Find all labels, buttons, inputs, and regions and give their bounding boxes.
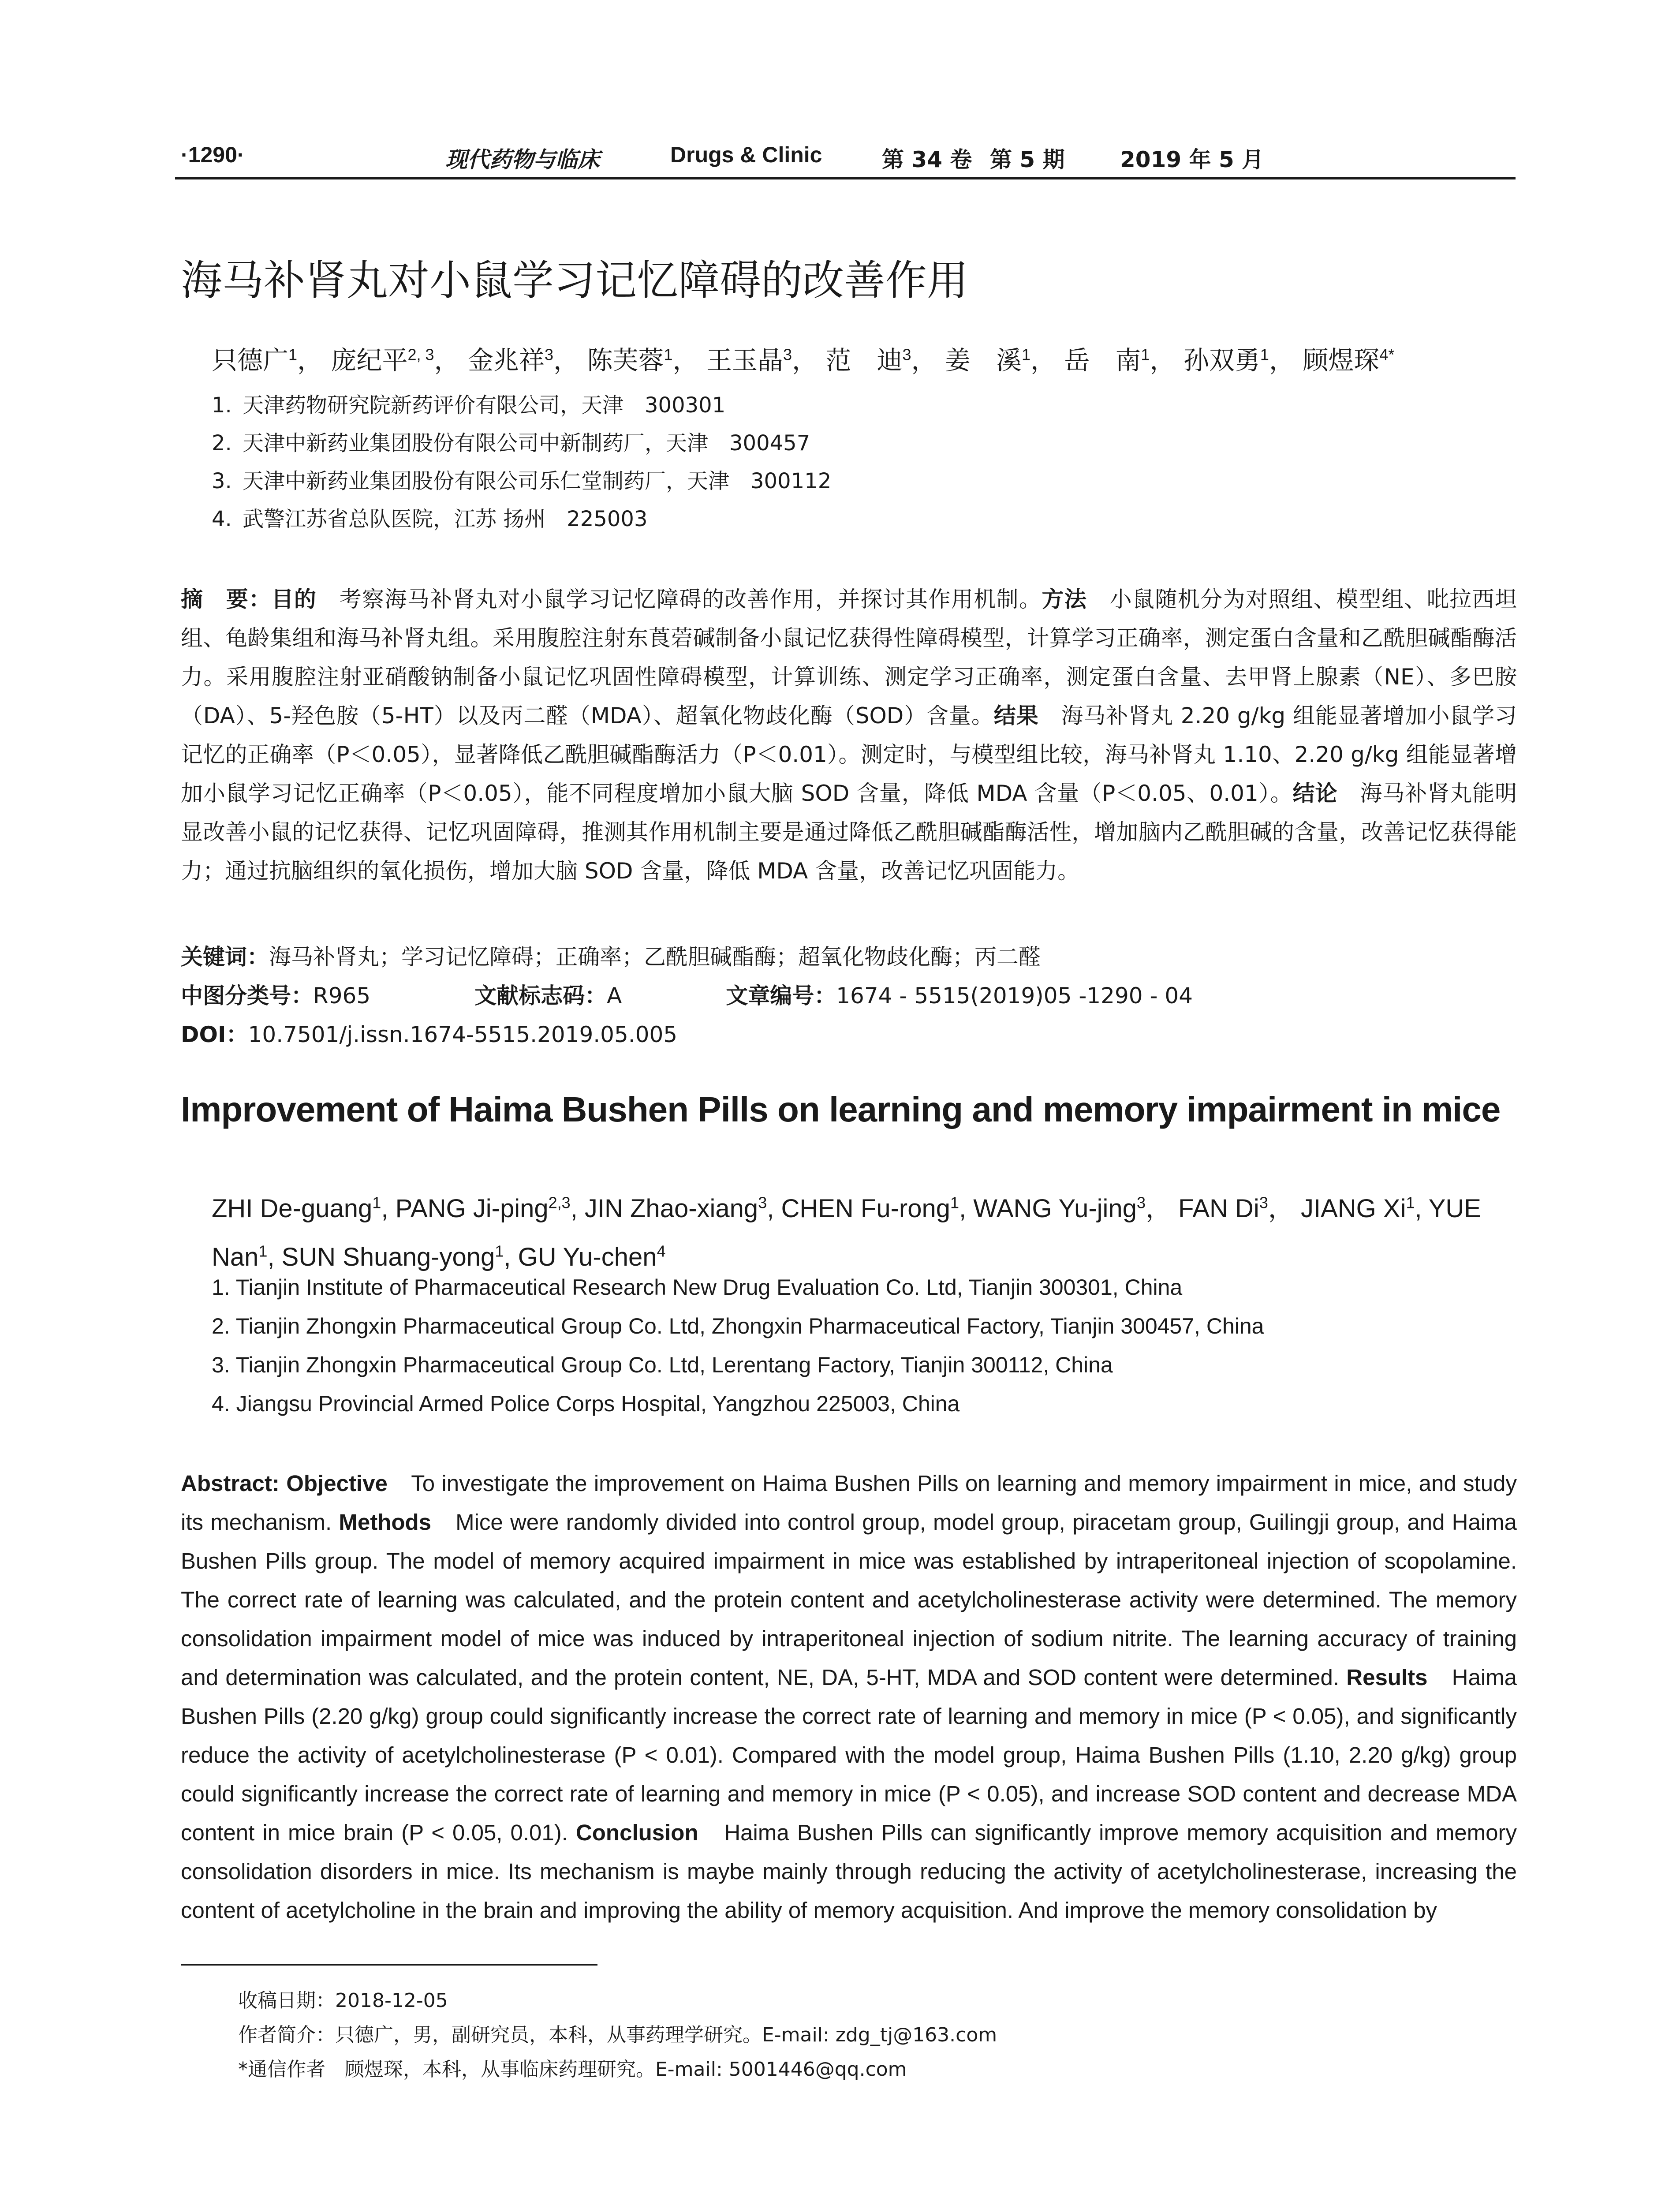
author: JIANG Xi$^1$, — [1300, 1194, 1429, 1223]
doi-line: DOI：10.7501/j.issn.1674-5515.2019.05.005 — [181, 1022, 678, 1047]
author: 孙双勇$^1$ — [1183, 345, 1269, 375]
author: PANG Ji-ping$^{2,3}$, — [395, 1194, 585, 1223]
author-list-cn: 只德广$^1$， 庞纪平$^{2, 3}$， 金兆祥$^3$， 陈芙蓉$^1$， 王玉晶$^3$， 范 迪$^3$， 姜 溪$^1$， 岳 南$^1$， 孙双勇$^1$， 顾煜琛$^{4*}$ — [212, 345, 1395, 375]
affiliation-cn: 2. 天津中新药业集团股份有限公司中新制药厂，天津 300457 — [212, 431, 810, 456]
abstract-cn: 摘 要：目的 考察海马补肾丸对小鼠学习记忆障碍的改善作用，并探讨其作用机制。方法 小鼠随机分为对照组、模型组、吡拉西坦组、龟龄集组和海马补肾丸组。采用腹腔注射东莨菪碱制备小鼠记忆获得性障碍模型，计算学习正确率，测定蛋白含量和乙酰胆碱酯酶活力。采用腹腔注射亚硝酸钠制备小鼠记忆巩固性障碍模型，计算训练、测定学习正确率，测定蛋白含量、去甲肾上腺素（NE）、多巴胺（DA）、5-羟色胺（5-HT）以及丙二醛（MDA）、超氧化物歧化酶（SOD）含量。结果 海马补肾丸 2.20 g/kg 组能显著增加小鼠学习记忆的正确率（P＜0.05），显著降低乙酰胆碱酯酶活力（P＜0.01）。测定时，与模型组比较，海马补肾丸 1.10、2.20 g/kg 组能显著增加小鼠学习记忆正确率（P＜0.05），能不同程度增加小鼠大脑 SOD 含量，降低 MDA 含量（P＜0.05、0.01）。结论 海马补肾丸能明显改善小鼠的记忆获得、记忆巩固障碍，推测其作用机制主要是通过降低乙酰胆碱酯酶活性，增加脑内乙酰胆碱的含量，改善记忆获得能力；通过抗脑组织的氧化损伤，增加大脑 SOD 含量，降低 MDA 含量，改善记忆巩固能力。 — [181, 587, 1517, 884]
author: 陈芙蓉$^1$ — [587, 345, 673, 375]
author: WANG Yu-jing$^3$， — [973, 1194, 1171, 1223]
journal-name-cn: 现代药物与临床 — [445, 146, 600, 172]
author: JIN Zhao-xiang$^3$, — [584, 1194, 781, 1223]
abstract-label: 摘 要： — [181, 587, 272, 612]
author: 庞纪平$^{2, 3}$ — [331, 345, 434, 375]
affiliation-en: 3. Tianjin Zhongxin Pharmaceutical Group Co. Ltd, Lerentang Factory, Tianjin 300112, China — [212, 1353, 1113, 1377]
article-title-en: Improvement of Haima Bushen Pills on learning and memory impairment in mice — [181, 1090, 1501, 1129]
author: SUN Shuang-yong$^1$, — [281, 1242, 518, 1271]
author: FAN Di$^3$， — [1178, 1194, 1294, 1223]
footnote-rule — [181, 1964, 597, 1966]
author: 范 迪$^3$ — [825, 345, 911, 375]
affiliation-cn: 4. 武警江苏省总队医院，江苏 扬州 225003 — [212, 507, 648, 531]
abstract-label: Abstract: Objective — [181, 1471, 388, 1496]
author: YUE Nan$^1$, — [212, 1194, 1481, 1271]
author: ZHI De-guang$^1$, — [212, 1194, 396, 1223]
affiliation-en: 1. Tianjin Institute of Pharmaceutical Research New Drug Evaluation Co. Ltd, Tianjin 300301, China — [212, 1275, 1183, 1300]
author: 岳 南$^1$ — [1064, 345, 1150, 375]
abstract-en: Abstract: Objective To investigate the improvement on Haima Bushen Pills on learning and memory impairment in mice, and study its mechanism. Methods Mice were randomly divided into control group, model group, piracetam group, Guilingji group, and Haima Bushen Pills group. The model of memory acquired impairment in mice was established by intraperitoneal injection of scopolamine. The correct rate of learning was calculated, and the protein content and acetylcholinesterase activity were determined. The memory consolidation impairment model of mice was induced by intraperitoneal injection of sodium nitrite. The learning accuracy of training and determination was calculated, and the protein content, NE, DA, 5-HT, MDA and SOD content were determined. Results Haima Bushen Pills (2.20 g/kg) group could significantly increase the correct rate of learning and memory in mice (P < 0.05), and significantly reduce the activity of acetylcholinesterase (P < 0.01). Compared with the model group, Haima Bushen Pills (1.10, 2.20 g/kg) group could significantly increase the correct rate of learning and memory in mice (P < 0.05), and increase SOD content and decrease MDA content in mice brain (P < 0.05, 0.01). Conclusion Haima Bushen Pills can significantly improve memory acquisition and memory consolidation disorders in mice. Its mechanism is maybe mainly through reducing the activity of acetylcholinesterase, increasing the content of acetylcholine in the brain and improving the ability of memory acquisition. And improve the memory consolidation by — [181, 1471, 1517, 1923]
classification-line: 中图分类号：R965 文献标志码：A 文章编号：1674 - 5515(2019)05 -1290 - 04 — [181, 983, 1193, 1009]
affiliation-cn: 3. 天津中新药业集团股份有限公司乐仁堂制药厂，天津 300112 — [212, 469, 832, 493]
article-title-cn: 海马补肾丸对小鼠学习记忆障碍的改善作用 — [181, 257, 969, 305]
affiliation-en: 4. Jiangsu Provincial Armed Police Corps Hospital, Yangzhou 225003, China — [212, 1391, 960, 1416]
affiliation-cn: 1. 天津药物研究院新药评价有限公司，天津 300301 — [212, 393, 726, 418]
journal-name-en: Drugs & Clinic — [670, 142, 822, 167]
volume: 第 34 卷 — [882, 147, 972, 172]
footnote-author-bio: 作者简介：只德广，男，副研究员，本科，从事药理学研究。E-mail: zdg_tj@163.com — [238, 2024, 997, 2046]
author: 金兆祥$^3$ — [467, 345, 554, 375]
header-rule — [175, 177, 1516, 179]
issue: 第 5 期 — [990, 147, 1065, 172]
issue-date: 2019 年 5 月 — [1120, 147, 1264, 172]
affiliation-en: 2. Tianjin Zhongxin Pharmaceutical Group Co. Ltd, Zhongxin Pharmaceutical Factory, Tianjin 300457, China — [212, 1314, 1264, 1338]
keywords-cn: 关键词：海马补肾丸；学习记忆障碍；正确率；乙酰胆碱酯酶；超氧化物歧化酶；丙二醛 — [181, 944, 1041, 970]
author: 顾煜琛$^{4*}$ — [1303, 345, 1395, 375]
footnote-received: 收稿日期：2018-12-05 — [238, 1989, 448, 2012]
author: CHEN Fu-rong$^1$, — [781, 1194, 974, 1223]
author: GU Yu-chen$^4$ — [518, 1242, 666, 1271]
author-list-en — [212, 1182, 1517, 1278]
author: 只德广$^1$ — [212, 345, 298, 375]
footnote-corresponding: *通信作者 顾煜琛，本科，从事临床药理研究。E-mail: 5001446@qq.com — [238, 2058, 907, 2081]
author: 王玉晶$^3$ — [706, 345, 792, 375]
page-number: ·1290· — [181, 142, 245, 167]
author: 姜 溪$^1$ — [945, 345, 1030, 375]
